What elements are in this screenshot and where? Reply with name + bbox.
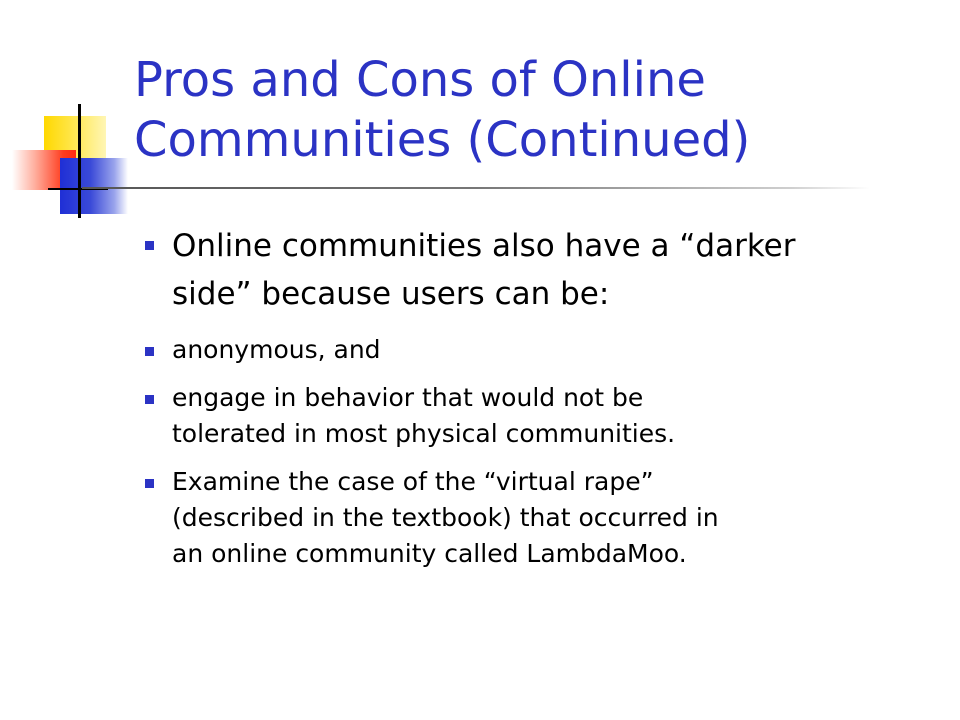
bullet-text-line: anonymous, and xyxy=(172,335,381,364)
title-underline xyxy=(82,187,870,189)
bullet-text-line: an online community called LambdaMoo. xyxy=(172,539,687,568)
colored-squares-logo-icon xyxy=(0,0,140,230)
square-bullet-icon xyxy=(145,395,154,404)
bullet-text-line: side” because users can be: xyxy=(172,276,610,312)
square-bullet-icon xyxy=(145,479,154,488)
bullet-text-line: Examine the case of the “virtual rape” xyxy=(172,467,654,496)
logo-vertical-line xyxy=(78,104,81,218)
slide-title-line-2: Communities (Continued) xyxy=(134,112,751,168)
bullet-list xyxy=(138,222,928,584)
bullet-text-line: Online communities also have a “darker xyxy=(172,228,796,264)
bullet-text-line: (described in the textbook) that occurred in xyxy=(172,503,719,532)
bullet-item xyxy=(138,222,928,318)
slide-title xyxy=(134,50,934,170)
bullet-text-line: tolerated in most physical communities. xyxy=(172,419,676,448)
bullet-item xyxy=(138,332,928,368)
bullet-item xyxy=(138,464,928,572)
bullet-item xyxy=(138,380,928,452)
logo-blue-square xyxy=(60,158,128,214)
square-bullet-icon xyxy=(145,241,154,250)
square-bullet-icon xyxy=(145,347,154,356)
bullet-text-line: engage in behavior that would not be xyxy=(172,383,644,412)
slide-title-line-1: Pros and Cons of Online xyxy=(134,52,706,108)
